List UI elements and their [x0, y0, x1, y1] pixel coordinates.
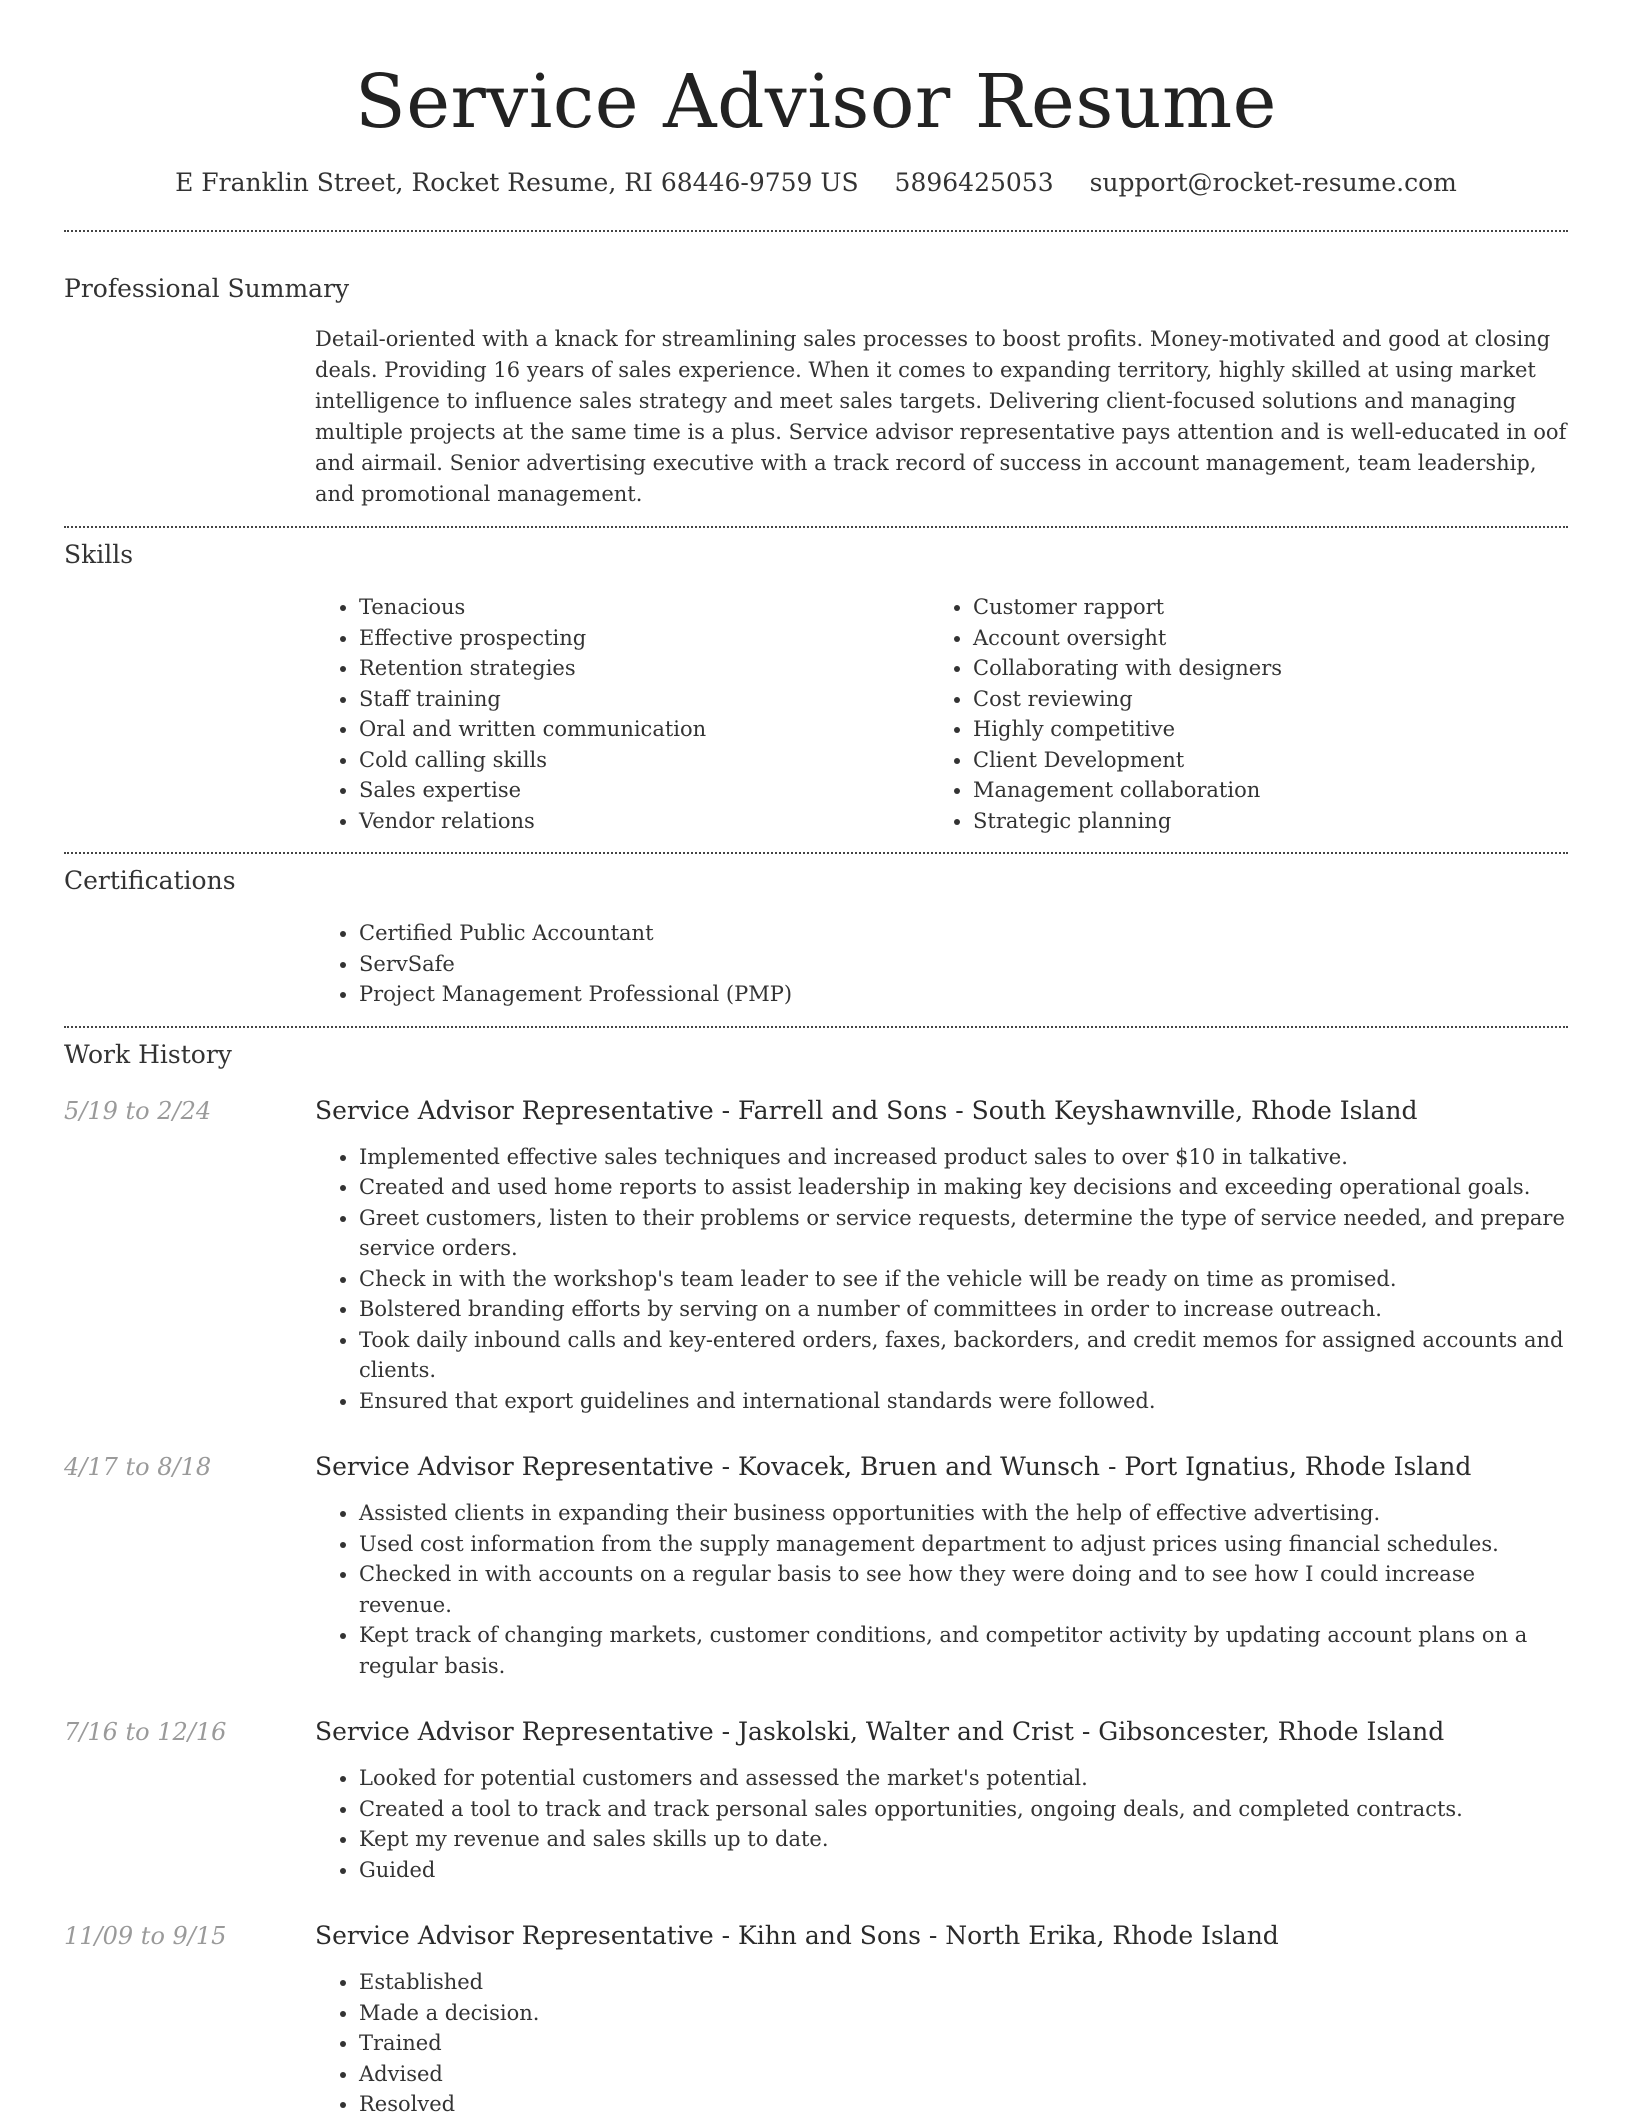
job-bullet: • Used cost information from the supply management department to adjust prices using financial schedules. [359, 1529, 1568, 1560]
job-bullet: • Advised [359, 2059, 1568, 2090]
job-bullet: • Looked for potential customers and assessed the market's potential. [359, 1763, 1568, 1794]
job-bullet: • Kept track of changing markets, customer conditions, and competitor activity by updating account plans on a regular basis. [359, 1620, 1568, 1681]
job-dates: 4/17 to 8/18 [64, 1453, 212, 1481]
job-bullet: • Bolstered branding efforts by serving on a number of committees in order to increase outreach. [359, 1294, 1568, 1325]
job-bullet: • Made a decision. [359, 1998, 1568, 2029]
skill-item: • Cold calling skills [359, 745, 929, 776]
skill-item: • Cost reviewing [973, 684, 1543, 715]
job-bullet: • Greet customers, listen to their problems or service requests, determine the type of service needed, and prepare service orders. [359, 1203, 1568, 1264]
skill-item: • Management collaboration [973, 775, 1543, 806]
job-bullet: • Assisted clients in expanding their business opportunities with the help of effective advertising. [359, 1498, 1568, 1529]
job-entry [64, 1919, 1568, 2120]
divider [64, 852, 1568, 854]
divider [64, 1026, 1568, 1028]
skill-item: • Oral and written communication [359, 714, 929, 745]
job-title: Service Advisor Representative - Jaskolski, Walter and Crist - Gibsoncester, Rhode Island [315, 1717, 1445, 1746]
skills-list-right [929, 592, 1543, 836]
skill-item: • Sales expertise [359, 775, 929, 806]
contact-address: E Franklin Street, Rocket Resume, RI 68446-9759 US [175, 168, 859, 197]
job-entry [64, 1094, 1568, 1417]
summary-text: Detail-oriented with a knack for streamlining sales processes to boost profits. Money-motivated and good at closing deals. Providing 16 years of sales experience. When it comes to expanding territory, highly skilled at using market intelligence to influence sales strategy and meet sales targets. Delivering client-focused solutions and managing multiple projects at the same time is a plus. Service advisor representative pays attention and is well-educated in oof and airmail. Senior advertising executive with a track record of success in account management, team leadership, and promotional management. [315, 327, 1567, 506]
section-heading-work-history: Work History [64, 1039, 232, 1069]
certification-item: • Certified Public Accountant [359, 918, 1568, 949]
resume-page [64, 0, 1568, 2120]
job-entry [64, 1450, 1568, 1681]
skill-item: • Collaborating with designers [973, 653, 1543, 684]
job-bullet: • Trained [359, 2028, 1568, 2059]
section-heading-skills: Skills [64, 540, 134, 569]
work-history-section [64, 1038, 1568, 2120]
section-heading-summary: Professional Summary [64, 274, 350, 303]
job-bullet: • Implemented effective sales techniques and increased product sales to over $10 in talkative. [359, 1142, 1568, 1173]
certification-item: • Project Management Professional (PMP) [359, 979, 1568, 1010]
summary-section [64, 272, 1568, 510]
job-bullet: • Ensured that export guidelines and international standards were followed. [359, 1386, 1568, 1417]
skills-column-right [929, 592, 1543, 836]
skill-item: • Effective prospecting [359, 623, 929, 654]
certification-item: • ServSafe [359, 949, 1568, 980]
skills-column-left [315, 592, 929, 836]
contact-email: support@rocket-resume.com [1089, 168, 1457, 197]
job-bullet: • Check in with the workshop's team leader to see if the vehicle will be ready on time as promised. [359, 1264, 1568, 1295]
job-bullet: • Resolved [359, 2089, 1568, 2120]
job-bullet: • Checked in with accounts on a regular basis to see how they were doing and to see how I could increase revenue. [359, 1559, 1568, 1620]
job-bullet: • Created and used home reports to assist leadership in making key decisions and exceeding operational goals. [359, 1172, 1568, 1203]
skill-item: • Client Development [973, 745, 1543, 776]
divider [64, 526, 1568, 528]
skill-item: • Highly competitive [973, 714, 1543, 745]
skills-section [64, 538, 1568, 836]
certifications-section [64, 864, 1568, 1010]
contact-line [64, 166, 1568, 200]
job-bullets [315, 1498, 1568, 1681]
job-entry [64, 1715, 1568, 1885]
job-title: Service Advisor Representative - Kihn and Sons - North Erika, Rhode Island [315, 1921, 1279, 1950]
job-bullet: • Created a tool to track and track personal sales opportunities, ongoing deals, and completed contracts. [359, 1794, 1568, 1825]
job-bullet: • Guided [359, 1855, 1568, 1886]
job-title: Service Advisor Representative - Kovacek, Bruen and Wunsch - Port Ignatius, Rhode Island [315, 1452, 1472, 1481]
skill-item: • Account oversight [973, 623, 1543, 654]
skill-item: • Staff training [359, 684, 929, 715]
skills-list-left [315, 592, 929, 836]
job-bullets [315, 1967, 1568, 2120]
skill-item: • Strategic planning [973, 806, 1543, 837]
page-title: Service Advisor Resume [355, 59, 1277, 145]
section-heading-certifications: Certifications [64, 866, 236, 895]
skill-item: • Tenacious [359, 592, 929, 623]
job-title: Service Advisor Representative - Farrell and Sons - South Keyshawnville, Rhode Island [315, 1095, 1418, 1125]
divider [64, 230, 1568, 232]
job-dates: 7/16 to 12/16 [64, 1718, 227, 1746]
job-bullets [315, 1142, 1568, 1417]
job-bullet: • Established [359, 1967, 1568, 1998]
contact-phone: 5896425053 [894, 168, 1054, 197]
job-bullet: • Kept my revenue and sales skills up to date. [359, 1824, 1568, 1855]
skill-item: • Retention strategies [359, 653, 929, 684]
job-dates: 11/09 to 9/15 [64, 1922, 227, 1950]
skill-item: • Vendor relations [359, 806, 929, 837]
job-bullets [315, 1763, 1568, 1885]
job-bullet: • Took daily inbound calls and key-entered orders, faxes, backorders, and credit memos for assigned accounts and clients. [359, 1325, 1568, 1386]
certifications-list [315, 918, 1568, 1010]
skill-item: • Customer rapport [973, 592, 1543, 623]
job-dates: 5/19 to 2/24 [64, 1096, 212, 1125]
